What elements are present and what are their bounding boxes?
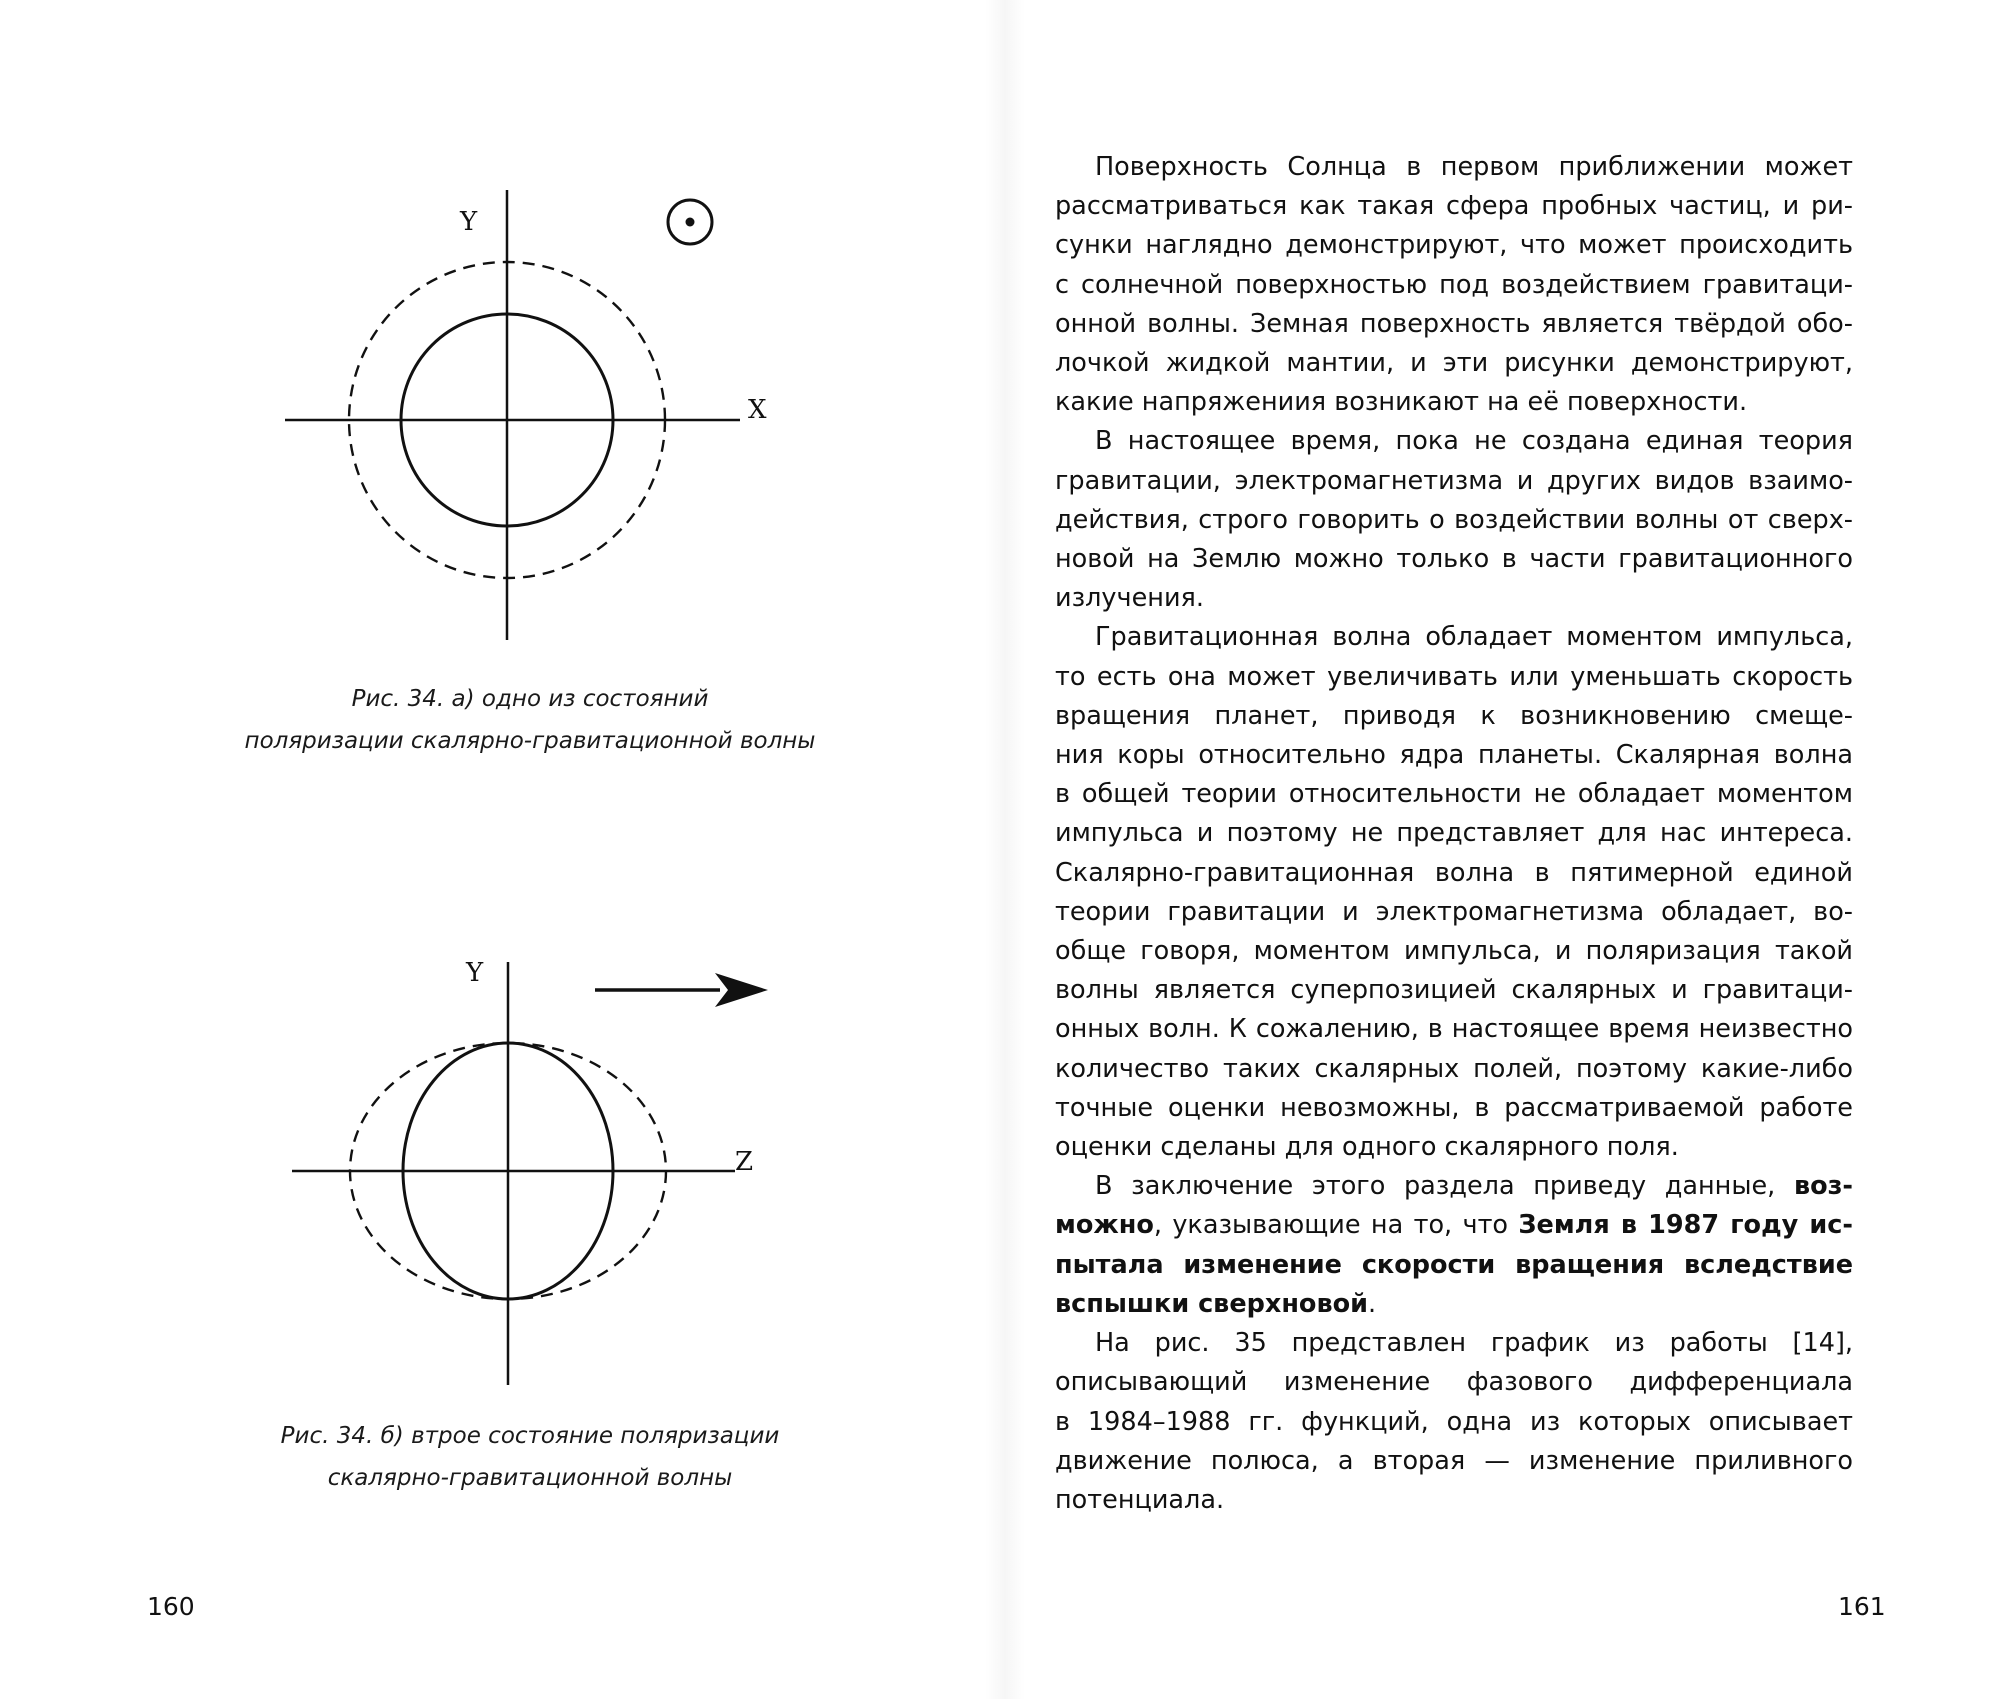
text-line: в 1984–1988 гг. функций, одна из которых описывает (1055, 1406, 1853, 1437)
text-line: новой на Землю можно только в части гравитационного (1055, 544, 1853, 575)
text-line: вращения планет, приводя к возникновению смеще- (1055, 700, 1853, 731)
paragraph (1055, 422, 1853, 618)
text-line: ния коры относительно ядра планеты. Скалярная волна (1055, 740, 1853, 771)
text-line: с солнечной поверхностью под воздействием гравитаци- (1055, 269, 1853, 300)
direction-arrow-icon (595, 973, 768, 1007)
text-line: действия, строго говорить о воздействии волны от сверх- (1055, 504, 1853, 535)
paragraph (1055, 618, 1853, 1167)
figure-34a (260, 170, 780, 650)
paragraph (1055, 148, 1853, 422)
text-line: онных волн. К сожалению, в настоящее время неизвестно (1055, 1014, 1853, 1045)
text-line: гравитации, электромагнетизма и других видов взаимо- (1055, 465, 1853, 496)
text-line: движение полюса, а вторая — изменение приливного (1055, 1445, 1853, 1476)
caption-figure-34a (200, 678, 860, 762)
text-line: обще говоря, моментом импульса, и поляризация такой (1055, 936, 1853, 967)
text-run: . (1367, 1288, 1377, 1319)
text-line: онной волны. Земная поверхность является твёрдой обо- (1055, 308, 1853, 339)
caption-line: поляризации скалярно-гравитационной волны (244, 728, 816, 754)
text-line: в общей теории относительности не обладает моментом (1055, 779, 1853, 810)
text-line: лочкой жидкой мантии, и эти рисунки демонстрируют, (1055, 348, 1853, 379)
caption-line: Рис. 34. б) втрое состояние поляризации (280, 1423, 780, 1449)
body-text (1055, 148, 1853, 1520)
text-line: количество таких скалярных полей, поэтому какие-либо (1055, 1053, 1853, 1084)
paragraph (1055, 1167, 1853, 1324)
text-line: Скалярно-гравитационная волна в пятимерной единой (1055, 857, 1853, 888)
caption-line: скалярно-гравитационной волны (327, 1465, 733, 1491)
bold-run: воз- (1793, 1171, 1853, 1202)
page-number: 160 (147, 1592, 195, 1621)
text-line: то есть она может увеличивать или уменьшать скорость (1055, 661, 1853, 692)
axis-label-z: Z (735, 1147, 754, 1177)
caption-line: Рис. 34. а) одно из состояний (351, 686, 709, 712)
axis-label-y: Y (466, 958, 484, 988)
bold-run: Земля в 1987 году ис- (1518, 1210, 1853, 1241)
text-line (1055, 1206, 1853, 1245)
paragraph (1055, 1324, 1853, 1520)
text-run: В заключение этого раздела приведу данные, (1095, 1171, 1794, 1202)
text-line: Поверхность Солнца в первом приближении может (1095, 152, 1853, 182)
caption-figure-34b (200, 1415, 860, 1499)
page-number: 161 (1838, 1592, 1886, 1621)
text-line: точные оценки невозможны, в рассматриваемой работе (1055, 1092, 1853, 1123)
text-line: потенциала. (1055, 1484, 1225, 1515)
text-line: рассматриваться как такая сфера пробных частиц, и ри- (1055, 191, 1853, 222)
bold-run: можно (1055, 1210, 1154, 1241)
text-line: сунки наглядно демонстрируют, что может происходить (1055, 230, 1853, 261)
axis-label-x: X (748, 395, 767, 425)
text-line (1055, 1167, 1853, 1206)
text-line: волны является суперпозицией скалярных и гравитаци- (1055, 975, 1853, 1006)
text-line: оценки сделаны для одного скалярного поля. (1055, 1132, 1679, 1163)
text-line (1055, 1246, 1853, 1285)
text-line: теории гравитации и электромагнетизма обладает, во- (1055, 896, 1853, 927)
text-line (1055, 1285, 1853, 1324)
text-line: Гравитационная волна обладает моментом импульса, (1095, 622, 1853, 653)
text-line: На рис. 35 представлен график из работы [14], (1095, 1328, 1853, 1359)
text-run: , указывающие на то, что (1153, 1210, 1519, 1241)
text-line: излучения. (1055, 583, 1204, 614)
axis-label-y: Y (460, 207, 478, 237)
bold-run: пытала изменение скорости вращения вследствие (1055, 1249, 1853, 1280)
text-line: какие напряжениия возникают на её поверхности. (1055, 387, 1748, 418)
bold-run: вспышки сверхновой (1055, 1288, 1368, 1319)
text-line: В настоящее время, пока не создана единая теория (1095, 426, 1853, 457)
text-line: импульса и поэтому не представляет для нас интереса. (1055, 818, 1853, 849)
right-page (1000, 0, 2000, 1699)
out-of-page-icon (668, 200, 712, 244)
text-line: описывающий изменение фазового дифференциала (1055, 1367, 1853, 1398)
figure-34b (270, 940, 790, 1410)
